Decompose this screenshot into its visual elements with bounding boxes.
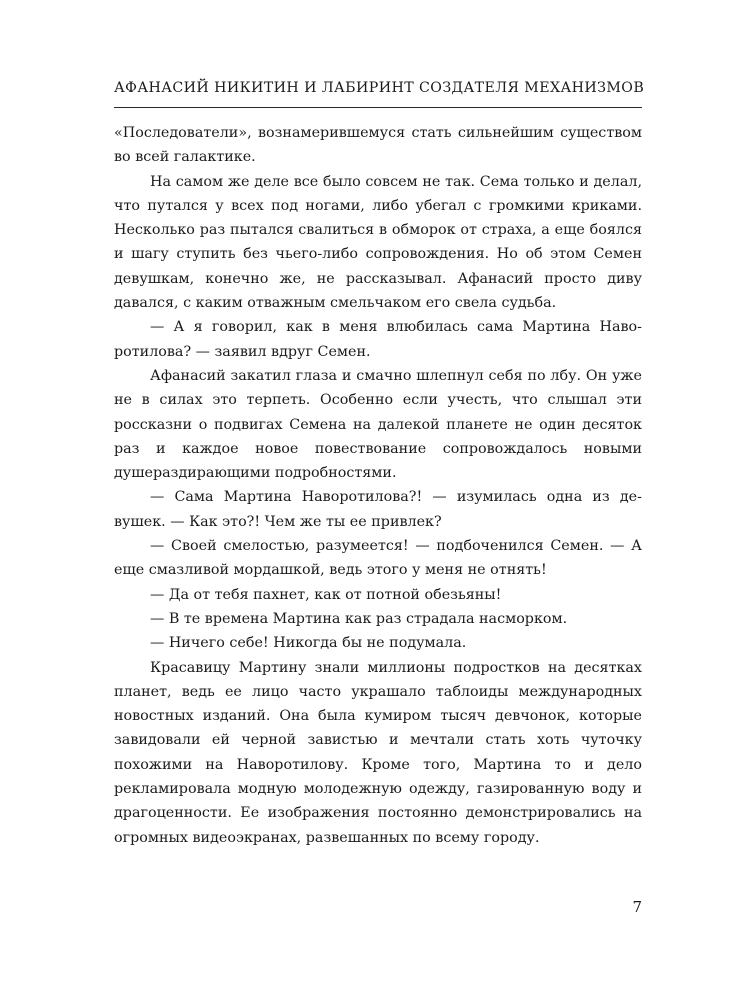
paragraph-5: — Сама Мартина Наворотилова?! — изумилась одна из девушек. — Как это?! Чем же ты ее привлек? bbox=[114, 489, 642, 530]
paragraph-9: — Ничего себе! Никогда бы не подумала. bbox=[150, 635, 467, 652]
paragraph-3: — А я говорил, как в меня влюбилась сама Мартина Наворотилова? — заявил вдруг Семен. bbox=[114, 319, 642, 360]
paragraph-2: На самом же деле все было совсем не так. Сема только и делал, что путался у всех под ногами, либо убегал с громкими криками. Несколько раз пытался свалиться в обморок от страха, а еще боялся и шагу ступить без чьего-либо сопровождения. Но об этом Семен девушкам, конечно же, не рассказывал. Афанасий просто диву давался, с каким отважным смельчаком его свела судьба. bbox=[114, 173, 642, 312]
paragraph-1: «Последователи», вознамерившемуся стать сильнейшим существом во всей галактике. bbox=[114, 125, 642, 166]
body-text bbox=[114, 121, 642, 850]
paragraph-10: Красавицу Мартину знали миллионы подростков на десятках планет, ведь ее лицо часто украшало таблоиды международных новостных изданий. Она была кумиром тысяч девчонок, которые завидовали ей черной завистью и мечтали стать хоть чуточку похожими на Наворотилову. Кроме того, Мартина то и дело рекламировала модную молодежную одежду, газированную воду и драгоценности. Ее изображения постоянно демонстрировались на огромных видеоэкранах, развешанных по всему городу. bbox=[114, 659, 642, 846]
header-rule bbox=[114, 107, 642, 108]
paragraph-8: — В те времена Мартина как раз страдала насморком. bbox=[150, 610, 568, 627]
paragraph-7: — Да от тебя пахнет, как от потной обезьяны! bbox=[150, 586, 502, 603]
page-number: 7 bbox=[632, 898, 642, 916]
paragraph-6: — Своей смелостью, разумеется! — подбоченился Семен. — А еще смазливой мордашкой, ведь этого у меня не отнять! bbox=[114, 538, 642, 579]
running-header-title: АФАНАСИЙ НИКИТИН И ЛАБИРИНТ СОЗДАТЕЛЯ МЕХАНИЗМОВ bbox=[114, 80, 645, 96]
paragraph-4: Афанасий закатил глаза и смачно шлепнул себя по лбу. Он уже не в силах это терпеть. Особенно если учесть, что слышал эти россказни о подвигах Семена на далекой планете не один десяток раз и каждое новое повествование сопровождалось новыми душераздирающими подробностями. bbox=[114, 367, 642, 482]
